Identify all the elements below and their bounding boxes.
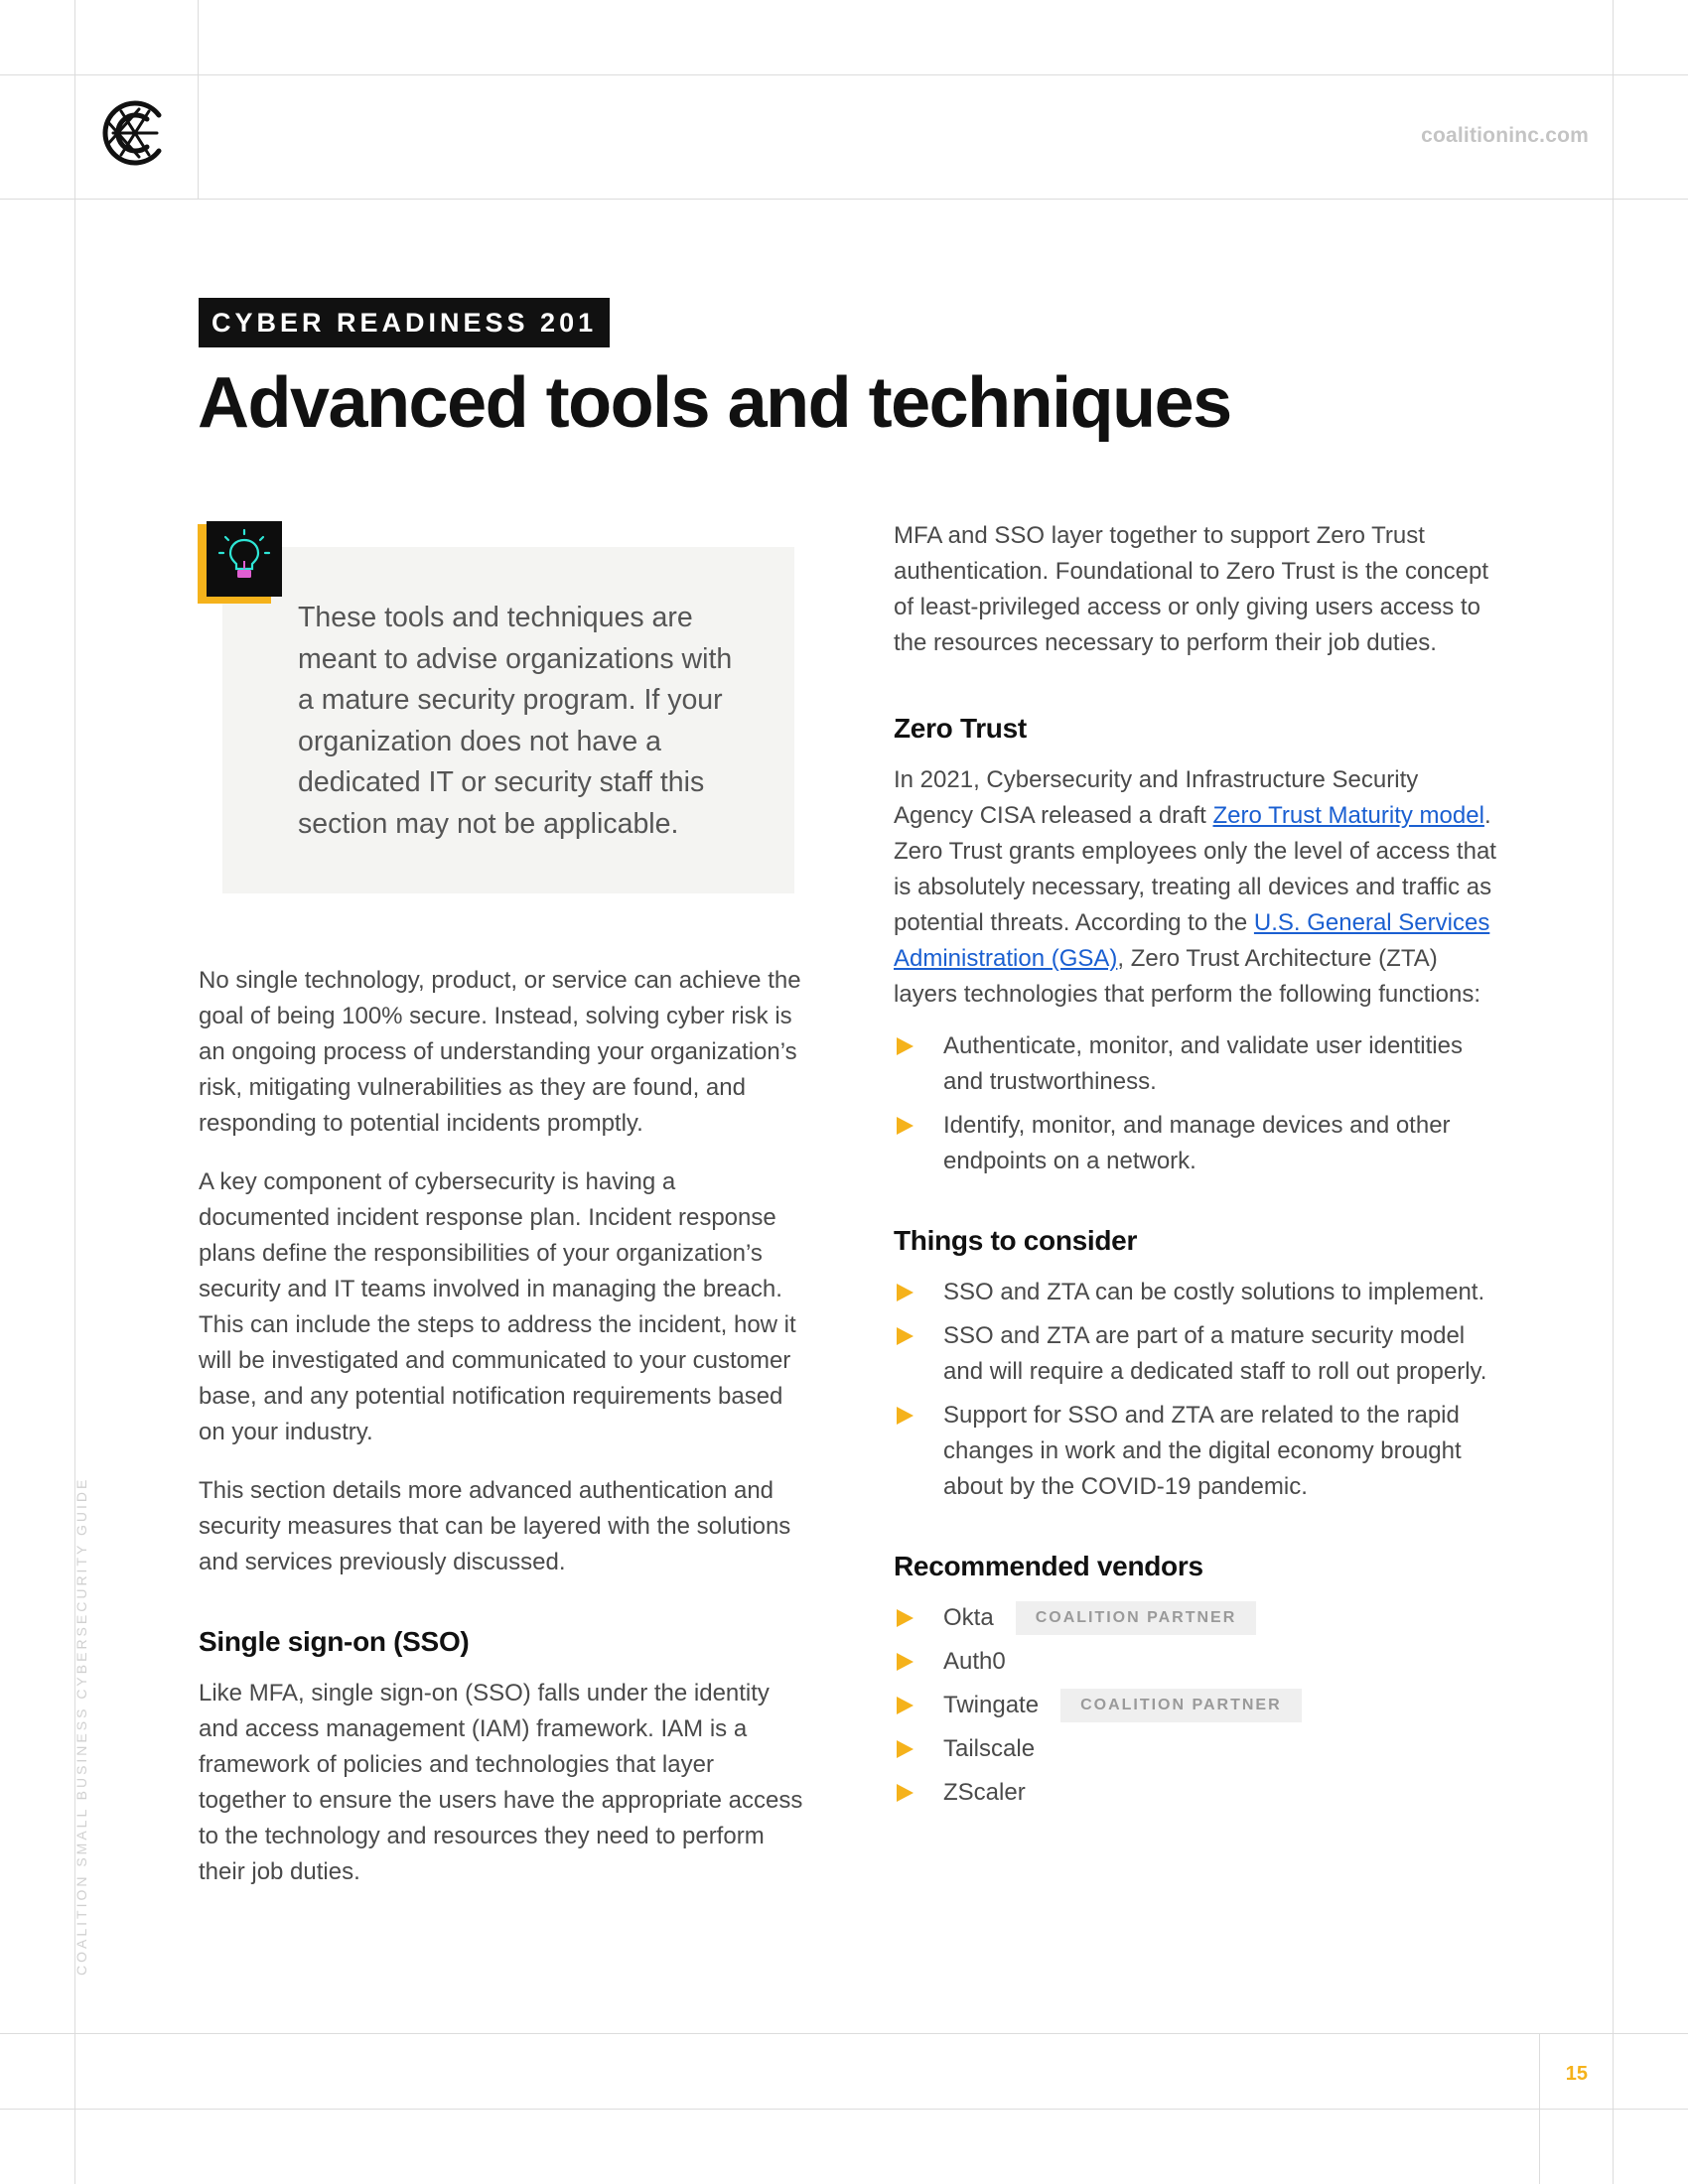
things-to-consider-heading: Things to consider (894, 1225, 1138, 1256)
bullet-arrow-icon (897, 1117, 914, 1135)
zero-trust-maturity-model-link[interactable]: Zero Trust Maturity model (1212, 802, 1484, 829)
grid-line (1613, 0, 1614, 2184)
bullet-arrow-icon (897, 1284, 914, 1301)
side-guide-label: COALITION SMALL BUSINESS CYBERSECURITY GUIDE (73, 1476, 89, 1976)
lightbulb-icon (207, 521, 282, 597)
vendor-list (894, 1600, 1499, 1811)
mfa-sso-paragraph: MFA and SSO layer together to support Zero Trust authentication. Foundational to Zero Trust is the concept of least-privileged access or only giving users access to the resources necessary to perform their job duties. (894, 522, 1489, 656)
recommended-vendors-heading: Recommended vendors (894, 1551, 1203, 1581)
sso-paragraph: Like MFA, single sign-on (SSO) falls under the identity and access management (IAM) framework. IAM is a framework of policies and technologies that layer together to ensure the users have the appropriate access to the technology and resources they need to perform their job duties. (199, 1680, 803, 1885)
vendor-name: Okta (943, 1604, 994, 1631)
bullet-arrow-icon (897, 1653, 914, 1671)
vendor-name: Tailscale (943, 1735, 1036, 1762)
bullet-arrow-icon (897, 1327, 914, 1345)
bullet-arrow-icon (897, 1697, 914, 1714)
site-url: coalitioninc.com (1421, 124, 1589, 147)
list-item: Identify, monitor, and manage devices and other endpoints on a network. (894, 1108, 1499, 1179)
vendor-item (894, 1688, 1499, 1723)
grid-line (198, 0, 199, 199)
vendor-item (894, 1731, 1499, 1767)
vendor-item (894, 1775, 1499, 1811)
bullet-arrow-icon (897, 1609, 914, 1627)
zero-trust-heading: Zero Trust (894, 713, 1027, 744)
vendor-item (894, 1600, 1499, 1636)
right-column (894, 518, 1499, 1811)
intro-paragraph: No single technology, product, or service can achieve the goal of being 100% secure. Instead, solving cyber risk is an ongoing process of understanding your organization’s risk, mitigating vulnerabilities as they are found, and responding to potential incidents promptly. (199, 967, 801, 1137)
grid-line (0, 199, 1688, 200)
grid-line (0, 2109, 1688, 2110)
grid-line (0, 74, 1688, 75)
section-summary-paragraph: This section details more advanced authentication and security measures that can be layered with the solutions and services previously discussed. (199, 1477, 791, 1575)
consider-bullet-list (894, 1275, 1499, 1505)
list-item: SSO and ZTA are part of a mature security model and will require a dedicated staff to roll out properly. (894, 1318, 1499, 1390)
incident-response-paragraph: A key component of cybersecurity is having a documented incident response plan. Incident response plans define the responsibilities of your organization’s security and IT teams involved in managing the breach. This can include the steps to address the incident, how it will be investigated and communicated to your customer base, and any potential notification requirements based on your industry. (199, 1168, 796, 1445)
zero-trust-paragraph: In 2021, Cybersecurity and Infrastructure Security Agency CISA released a draft Zero Trust Maturity model. Zero Trust grants employees only the level of access that is absolutely necessary, treating all devices and traffic as potential threats. According to the U.S. General Services Administration (GSA), Zero Trust Architecture (ZTA) layers technologies that perform the following functions: (894, 766, 1496, 1008)
partner-badge: COALITION PARTNER (1016, 1601, 1257, 1635)
gsa-link[interactable]: U.S. General Services Administration (GSA) (894, 909, 1490, 972)
page-title: Advanced tools and techniques (198, 363, 1231, 443)
list-item: SSO and ZTA can be costly solutions to implement. (894, 1275, 1499, 1310)
vendor-name: ZScaler (943, 1779, 1026, 1806)
list-item: Support for SSO and ZTA are related to the rapid changes in work and the digital economy brought about by the COVID-19 pandemic. (894, 1398, 1499, 1505)
sso-heading: Single sign-on (SSO) (199, 1626, 470, 1657)
vendor-item (894, 1644, 1499, 1680)
coalition-logo-icon (99, 97, 171, 169)
vendor-name: Auth0 (943, 1648, 1006, 1675)
bullet-arrow-icon (897, 1037, 914, 1055)
bullet-arrow-icon (897, 1784, 914, 1802)
bullet-arrow-icon (897, 1407, 914, 1425)
list-item: Authenticate, monitor, and validate user identities and trustworthiness. (894, 1028, 1499, 1100)
vendor-name: Twingate (943, 1692, 1040, 1718)
left-column (199, 963, 804, 1890)
callout-text: These tools and techniques are meant to advise organizations with a mature security program. If your organization does not have a dedicated IT or security staff this section may not be applicable. (298, 602, 733, 840)
bullet-arrow-icon (897, 1740, 914, 1758)
zero-trust-bullet-list (894, 1028, 1499, 1179)
section-eyebrow: CYBER READINESS 201 (199, 298, 610, 347)
grid-line (0, 2033, 1688, 2034)
page-number: 15 (1565, 2063, 1588, 2085)
partner-badge: COALITION PARTNER (1060, 1689, 1302, 1722)
